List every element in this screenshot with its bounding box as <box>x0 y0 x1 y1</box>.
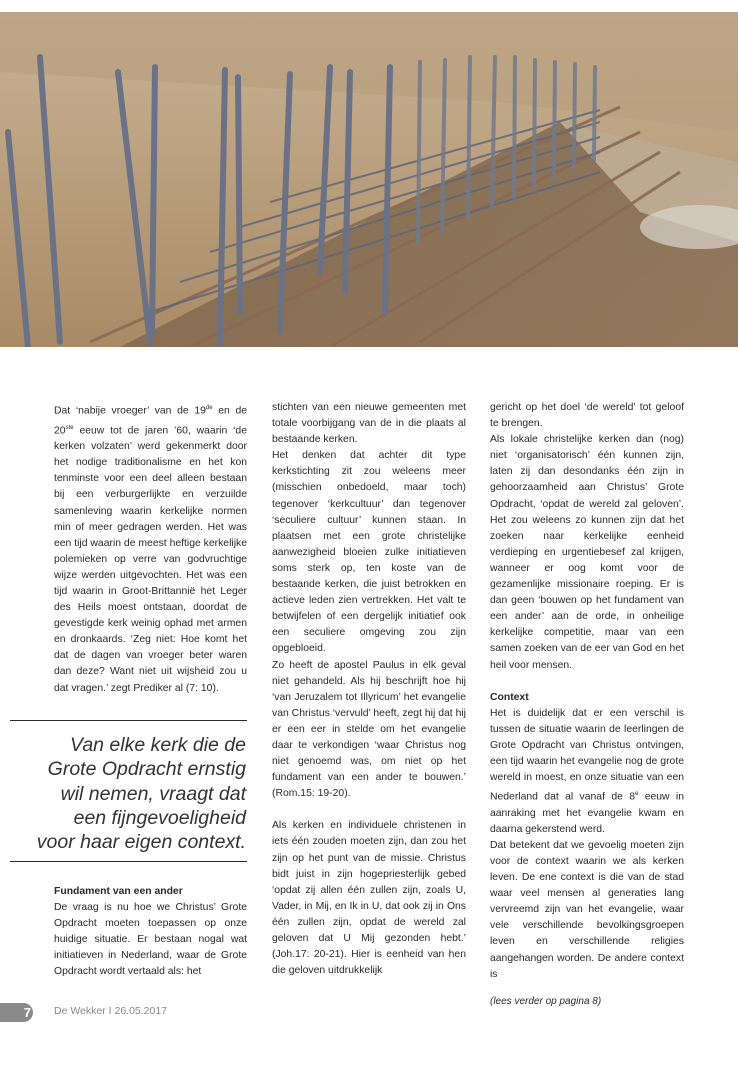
col1-p1-text-b: en de 20 <box>54 405 247 437</box>
col3-paragraph-4: Dat betekent dat we gevoelig moeten zijn voor de context waarin we als kerken leven. De ene context is die van de stad waar veel mensen al generaties lang vervreemd zijn van het evangelie, waar vele verschillende bevolkingsgroepen leven en verschillende religies aangehangen worden. De andere context is <box>490 839 684 980</box>
col3-paragraph-2: Als lokale christelijke kerken dan (nog) niet ‘organisatorisch’ één kunnen zijn, laten zij dan desondanks één zijn in gehoorzaamheid aan Christus’ Grote Opdracht, ‘opdat de wereld zal geloven’. Het zou weleens zo kunnen zijn dat het zoeken naar kerkelijke eenheid verdieping en urgentiebesef zal krijgen, wanneer er oog komt voor de gezamenlijke missionaire roeping. Er is dan geen ‘bouwen op het fundament van een ander’ aan de orde, in onheilige kerkelijke competitie, maar van een samen zoeken van de eer van God en het heil voor mensen. <box>490 434 684 671</box>
col1-p1-text-c: eeuw tot de jaren ’60, waarin ‘de kerken volzaten’ werd gekenmerkt door het nodige traditionalisme en het kon tenminste voor een deel alleen bestaan bij een verburgerlijkte en verzuilde samenleving waarin kerkelijke normen min of meer gedragen werden. Het was een tijd waarin de meest heftige kerkelijke polemieken op verre van godvruchtige wijze werden uitgevochten. Het was een tijd waarin in Groot-Brittannië het Leger des Heils moest ontstaan, doordat de gevestigde kerk weinig ophad met armen en dronkaards. ‘Zeg niet: Hoe komt het dat de dagen van vroeger beter waren dan deze? Want niet uit wijsheid zou u dat vragen.’ zegt Prediker al (7: 10). <box>54 425 247 694</box>
col1-paragraph-1 <box>54 400 247 697</box>
page-number-badge: 7 <box>0 1003 33 1022</box>
paragraph-gap <box>272 802 466 818</box>
pull-quote-line-1: Van elke kerk die de <box>70 734 246 756</box>
pull-quote-line-3: wil nemen, vraagt dat <box>60 782 246 805</box>
quote-top-rule <box>10 720 247 721</box>
article-column-3 <box>490 400 684 983</box>
pull-quote-line-4: een fijngevoeligheid <box>73 806 246 829</box>
paragraph-gap <box>490 674 684 690</box>
article-column-2 <box>272 400 466 979</box>
col3-p3-sup: e <box>635 791 639 798</box>
rebar-foundation-photo <box>0 12 738 347</box>
pull-quote-line-5: voor haar eigen context. <box>36 831 246 854</box>
col3-paragraph-3 <box>490 706 684 838</box>
photo-illustration <box>0 12 738 347</box>
col3-p3-text-b: eeuw in aanraking met het evangelie kwam en daarna gekerstend werd. <box>490 791 684 835</box>
col1-p1-sup-2: ste <box>65 424 74 431</box>
continued-note: (lees verder op pagina 8) <box>490 996 602 1007</box>
col3-p3-text-a: Het is duidelijk dat er een verschil is tussen de situatie waarin de leerlingen de Grote Opdracht van Christus ontvingen, een tijd waarin het evangelie nog de grote wereld in moest, en onze situatie van een Nederland dat al vanaf de 8 <box>490 707 684 803</box>
col1-p1-sup-1: de <box>205 405 213 411</box>
col2-paragraph-2: Het denken dat achter dit type kerkstichting zit zou weleens meer (misschien onbedoeld, maar toch) tegenover ‘kerkcultuur’ dan tegenover ‘seculiere cultuur’ kunnen staan. In plaatsen met een grote christelijke aanwezigheid bloeien zulke initiatieven soms sterk op, ten koste van de bestaande kerken, die juist betrokken en actieve leden zien vertrekken. Het valt te betwijfelen of een dergelijk initiatief ook een seculiere omgeving zou zijn opgebloeid. <box>272 450 466 655</box>
pull-quote <box>8 733 246 854</box>
col1-paragraph-2: De vraag is nu hoe we Christus’ Grote Opdracht moeten toepassen op onze huidige situatie. Er bestaan nogal wat initiatieven in Nederland, waar de Grote Opdracht wordt vertaald als: het <box>54 902 247 978</box>
section-heading-fundament: Fundament van een ander <box>54 886 183 897</box>
section-heading-context: Context <box>490 691 529 703</box>
col2-paragraph-3: Zo heeft de apostel Paulus in elk geval niet gehandeld. Als hij beschrijft hoe hij ‘van Jeruzalem tot Illyricum’ het evangelie van Christus ‘vervuld’ heeft, zegt hij dat hij er een eer in stelde om het evangelie daar te verkondigen ‘waar Christus nog niet genoemd was, om niet op het fundament van een ander te bouwen.’ (Rom.15: 19-20). <box>272 659 466 800</box>
article-column-1 <box>54 400 247 697</box>
col2-paragraph-4: Als kerken en individuele christenen in iets één zouden moeten zijn, dan zou het zijn op het punt van de missie. Christus bidt juist in zijn hogepriesterlijk gebed ‘opdat zij allen één zullen zijn, zoals U, Vader, in Mij, en Ik in U, dat ook zij in Ons één zullen zijn, opdat de wereld zal geloven dat U Mij gezonden hebt.’ (Joh.17: 20-21). Hier is eenheid van hen die geloven uitdrukkelijk <box>272 820 466 977</box>
col1-p1-text-a: Dat ‘nabije vroeger’ van de 19 <box>54 405 206 417</box>
article-column-1-lower <box>54 884 247 981</box>
col2-paragraph-1: stichten van een nieuwe gemeenten met totale voorbijgang van de in die plaats al bestaande kerken. <box>272 402 466 446</box>
col3-paragraph-1: gericht op het doel ‘de wereld’ tot geloof te brengen. <box>490 402 684 430</box>
pull-quote-line-2: Grote Opdracht ernstig <box>47 758 246 781</box>
publication-footer: De Wekker I 26.05.2017 <box>54 1005 168 1017</box>
quote-bottom-rule <box>10 861 247 862</box>
